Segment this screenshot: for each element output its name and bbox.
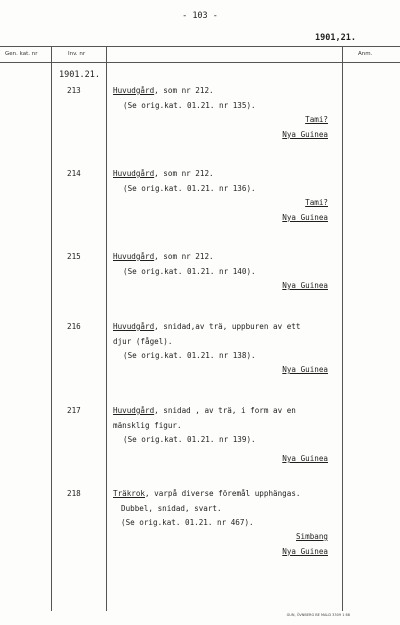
page-number: - 103 - [182,11,218,21]
entry-description [113,167,256,196]
entry-description [113,84,256,113]
header-top-rule [0,46,400,47]
entry-title-rest: , snidad,av trä, uppburen av ett [154,322,301,331]
entry-places [0,452,328,467]
header-bottom-rule [0,62,400,63]
entry-place: Nya Guinea [282,546,328,556]
entry-line: (Se orig.kat. 01.21. nr 136). [123,183,256,193]
entry-title: Träkrok [113,489,146,498]
entry-title: Huvudgård [113,406,155,415]
entry-places [0,196,328,225]
entry-place: Nya Guinea [282,454,328,463]
entry-title-rest: , som nr 212. [154,86,214,95]
entry-description [113,250,256,279]
entry-title-rest: , snidad , av trä, i form av en [154,406,296,415]
entry-places [0,279,328,294]
section-year: 1901.21. [59,70,100,80]
entry-title-rest: , som nr 212. [154,169,214,178]
entry-title: Huvudgård [113,169,155,178]
column-divider-anm [342,46,343,611]
entry-place: Nya Guinea [282,281,328,290]
entry-number: 214 [67,169,81,178]
entry-place: Nya Guinea [282,129,328,139]
entry-title-rest: , som nr 212. [154,252,214,261]
printer-footer: GUN, ÖVNBERG BE MALD 3309 1 68 [286,613,350,617]
column-header-gen-kat-nr: Gen. kat. nr [5,51,38,57]
entry-title: Huvudgård [113,252,155,261]
entry-place: Nya Guinea [282,212,328,222]
entry-description [113,320,300,364]
entry-line: (Se orig.kat. 01.21. nr 135). [123,100,256,110]
entry-place: Tami? [305,115,328,124]
entry-line: mänsklig figur. [113,420,182,430]
entry-description [113,487,300,531]
entry-places [0,530,328,559]
entry-line: (Se orig.kat. 01.21. nr 140). [123,266,256,276]
column-header-inv-nr: Inv. nr [68,51,86,57]
entry-places [0,113,328,142]
entry-place: Simbang [295,532,328,541]
entry-line: (Se orig.kat. 01.21. nr 138). [123,351,256,360]
entry-title-rest: , varpå diverse föremål upphängas. [145,489,301,498]
entry-place: Tami? [305,198,328,207]
entry-number: 216 [67,322,81,331]
entry-place: Nya Guinea [282,365,328,374]
column-header-anm: Anm. [358,51,373,57]
entry-description [113,404,296,448]
entry-line: (Se orig.kat. 01.21. nr 139). [123,435,256,444]
entry-line: djur (fågel). [113,336,173,346]
entry-places [0,363,328,378]
year-heading: 1901,21. [315,33,356,43]
entry-number: 217 [67,406,81,415]
entry-title: Huvudgård [113,86,155,95]
entry-number: 213 [67,86,81,95]
entry-line: Dubbel, snidad, svart. [121,503,222,513]
entry-number: 218 [67,489,81,498]
entry-line: (Se orig.kat. 01.21. nr 467). [121,518,254,527]
entry-title: Huvudgård [113,322,155,331]
entry-number: 215 [67,252,81,261]
